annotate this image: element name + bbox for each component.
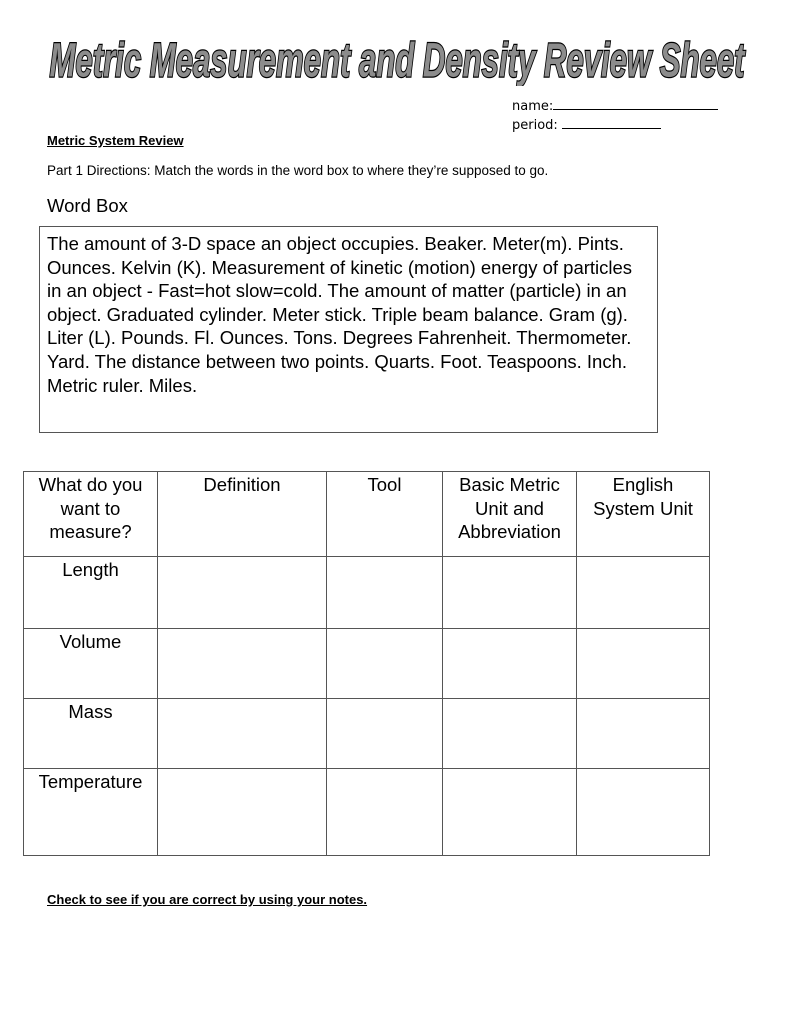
answer-cell[interactable]: [577, 769, 710, 856]
table-row: [24, 629, 710, 699]
answer-cell[interactable]: [443, 769, 577, 856]
word-box-title: Word Box: [47, 195, 128, 216]
header-definition: Definition: [158, 472, 327, 557]
student-info: [512, 97, 718, 135]
name-field[interactable]: [553, 97, 718, 110]
answer-cell[interactable]: [577, 629, 710, 699]
period-label: period:: [512, 118, 558, 133]
answer-cell[interactable]: [327, 699, 443, 769]
name-row: [512, 97, 718, 116]
answer-cell[interactable]: [577, 699, 710, 769]
header-what-to-measure: What do you want to measure?: [24, 472, 158, 557]
answer-cell[interactable]: [158, 769, 327, 856]
name-label: name:: [512, 99, 554, 114]
table-row: [24, 699, 710, 769]
period-row: [512, 116, 718, 135]
answer-cell[interactable]: [443, 699, 577, 769]
page-title: [0, 14, 791, 86]
table-header-row: [24, 472, 710, 557]
section-heading: Metric System Review: [47, 133, 184, 148]
directions-text: Part 1 Directions: Match the words in the word box to where they’re supposed to go.: [47, 163, 549, 178]
answer-cell[interactable]: [327, 769, 443, 856]
answer-cell[interactable]: [158, 629, 327, 699]
measurement-table: [23, 471, 710, 856]
footer-note: Check to see if you are correct by using your notes.: [47, 892, 368, 907]
answer-cell[interactable]: [443, 557, 577, 629]
answer-cell[interactable]: [327, 557, 443, 629]
row-label-length: Length: [24, 557, 158, 629]
answer-cell[interactable]: [158, 557, 327, 629]
row-label-mass: Mass: [24, 699, 158, 769]
page-title-text: Metric Measurement and Density Review Sheet: [49, 33, 746, 86]
word-box-text: The amount of 3-D space an object occupies. Beaker. Meter(m). Pints. Ounces. Kelvin (K). Measurement of kinetic (motion) energy of particles in an object - Fast=hot slow=cold. The amount of matter (particle) in an object. Graduated cylinder. Meter stick. Triple beam balance. Gram (g). Liter (L). Pounds. Fl. Ounces. Tons. Degrees Fahrenheit. Thermometer. Yard. The distance between two points. Quarts. Foot. Teaspoons. Inch. Metric ruler. Miles.: [47, 233, 633, 396]
answer-cell[interactable]: [158, 699, 327, 769]
header-tool: Tool: [327, 472, 443, 557]
answer-cell[interactable]: [443, 629, 577, 699]
answer-cell[interactable]: [327, 629, 443, 699]
period-field[interactable]: [562, 116, 661, 129]
word-box: [39, 226, 658, 433]
header-basic-metric-unit: Basic Metric Unit and Abbreviation: [443, 472, 577, 557]
table-row: [24, 769, 710, 856]
row-label-volume: Volume: [24, 629, 158, 699]
answer-cell[interactable]: [577, 557, 710, 629]
row-label-temperature: Temperature: [24, 769, 158, 856]
header-english-unit: English System Unit: [577, 472, 710, 557]
table-row: [24, 557, 710, 629]
